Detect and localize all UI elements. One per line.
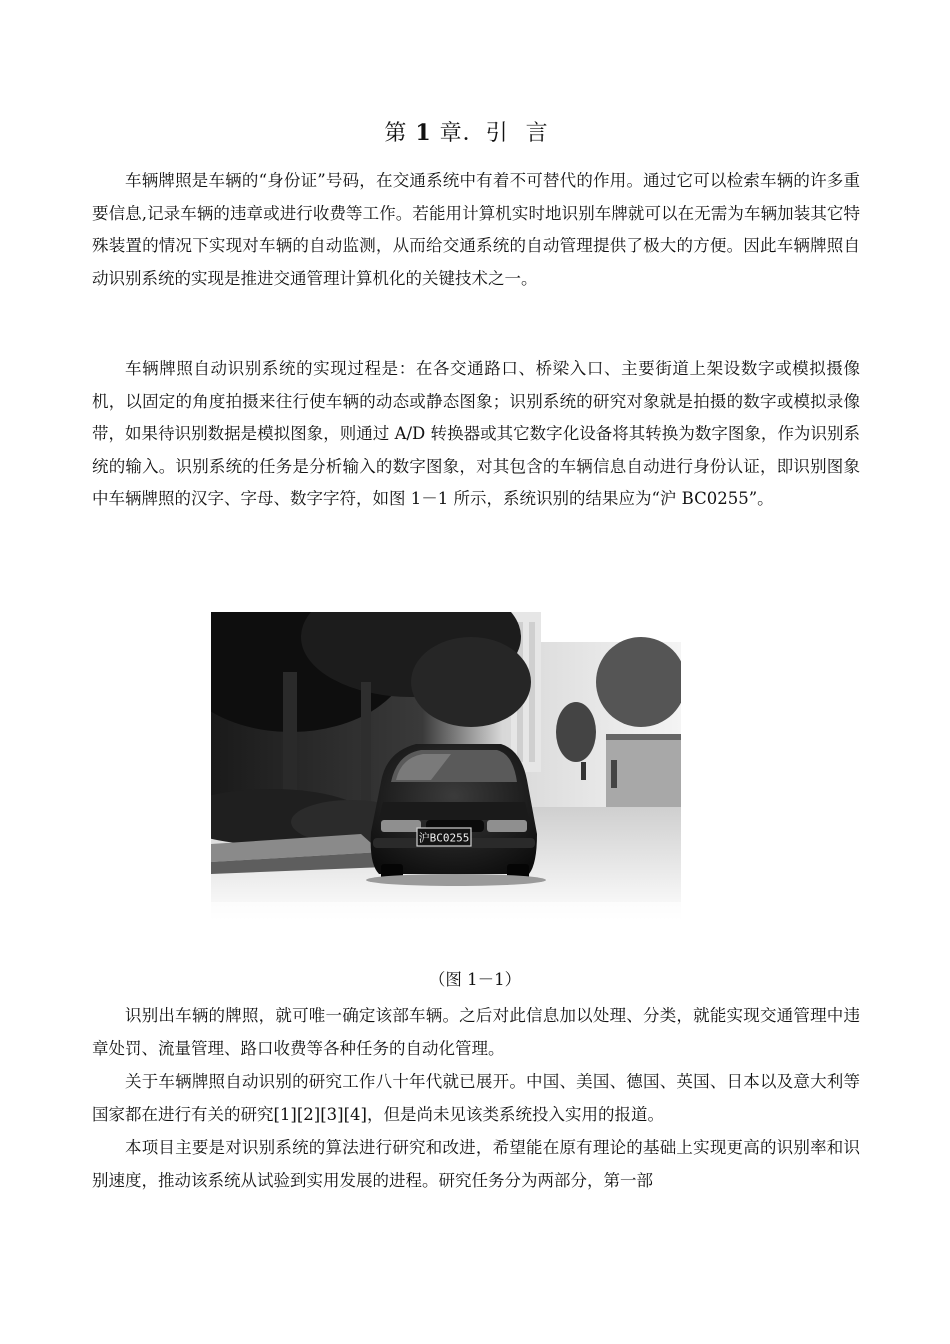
- paragraph-2: 车辆牌照自动识别系统的实现过程是：在各交通路口、桥梁入口、主要街道上架设数字或模拟摄像机，以固定的角度拍摄来往行使车辆的动态或静态图象；识别系统的研究对象就是拍摄的数字或模拟录像带，如果待识别数据是模拟图象，则通过 A/D 转换器或其它数字化设备将其转换为数字图象，作为识别系统的输入。识别系统的任务是分析输入的数字图象，对其包含的车辆信息自动进行身份认证，即识别图象中车辆牌照的汉字、字母、数字字符，如图 1－1 所示，系统识别的结果应为“沪 BC0255”。: [92, 359, 860, 509]
- chapter-number: 1: [415, 120, 432, 146]
- paragraph-3: 识别出车辆的牌照，就可唯一确定该部车辆。之后对此信息加以处理、分类，就能实现交通管理中违章处罚、流量管理、路口收费等各种任务的自动化管理。: [92, 1006, 860, 1058]
- license-plate-text: 沪BC0255: [418, 831, 470, 845]
- chapter-suffix: 章．: [431, 121, 486, 146]
- chapter-prefix: 第: [384, 121, 416, 146]
- chapter-name: 引言: [485, 121, 566, 146]
- figure-caption: （图 1－1）: [428, 970, 522, 989]
- car-photo-figure: [211, 612, 681, 922]
- paragraph-4: 关于车辆牌照自动识别的研究工作八十年代就已展开。中国、美国、德国、英国、日本以及意大利等国家都在进行有关的研究[1][2][3][4]，但是尚未见该类系统投入实用的报道。: [92, 1072, 860, 1124]
- chapter-title: [0, 116, 950, 147]
- car-photo: [211, 612, 681, 922]
- paragraph-5: 本项目主要是对识别系统的算法进行研究和改进，希望能在原有理论的基础上实现更高的识别率和识别速度，推动该系统从试验到实用发展的进程。研究任务分为两部分，第一部: [92, 1138, 860, 1190]
- paragraph-1: 车辆牌照是车辆的“身份证”号码，在交通系统中有着不可替代的作用。通过它可以检索车辆的许多重要信息,记录车辆的违章或进行收费等工作。若能用计算机实时地识别车牌就可以在无需为车辆加装其它特殊装置的情况下实现对车辆的自动监测，从而给交通系统的自动管理提供了极大的方便。因此车辆牌照自动识别系统的实现是推进交通管理计算机化的关键技术之一。: [92, 171, 860, 288]
